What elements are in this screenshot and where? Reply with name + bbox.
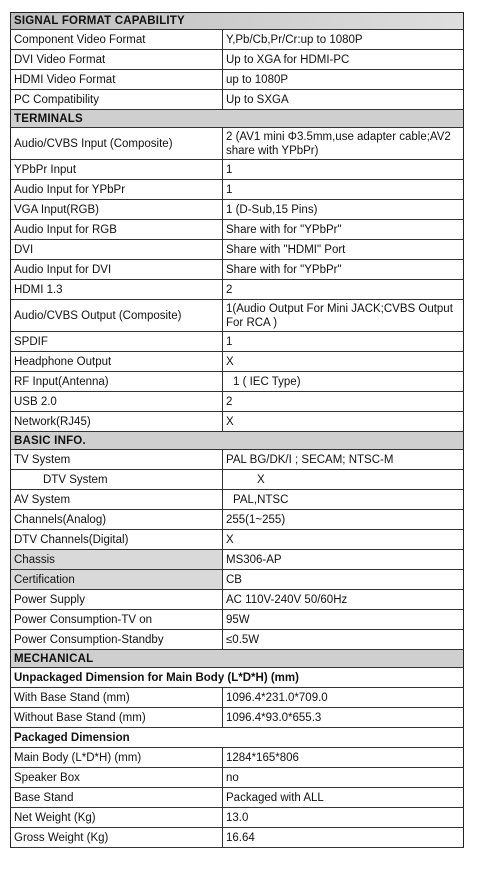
spec-value: CB: [226, 573, 242, 586]
spec-label: DTV Channels(Digital): [11, 530, 223, 549]
spec-row: [10, 200, 464, 220]
spec-row: [10, 550, 464, 570]
spec-row: [10, 300, 464, 332]
spec-value: Share with for "YPbPr": [226, 263, 342, 276]
spec-label: Component Video Format: [11, 30, 223, 49]
spec-value: 95W: [226, 613, 250, 626]
spec-row: [10, 412, 464, 432]
section-header: TERMINALS: [10, 110, 464, 128]
spec-label: Power Consumption-Standby: [11, 630, 223, 649]
spec-value: 13.0: [226, 811, 249, 824]
spec-row: [10, 630, 464, 650]
spec-value: PAL BG/DK/I ; SECAM; NTSC-M: [226, 453, 394, 466]
spec-value: 1 (D-Sub,15 Pins): [226, 203, 318, 216]
spec-row: [10, 392, 464, 412]
spec-value: PAL,NTSC: [233, 493, 289, 506]
spec-label: HDMI 1.3: [11, 280, 223, 299]
spec-label: DTV System: [11, 470, 223, 489]
spec-label: Network(RJ45): [11, 412, 223, 431]
spec-value: 1: [226, 335, 233, 348]
spec-row: [10, 808, 464, 828]
spec-row: [10, 748, 464, 768]
spec-label: DVI: [11, 240, 223, 259]
spec-row: [10, 470, 464, 490]
spec-value: Packaged with ALL: [226, 791, 324, 804]
spec-value: 16.64: [226, 831, 255, 844]
spec-row: [10, 280, 464, 300]
spec-row: [10, 50, 464, 70]
spec-row: [10, 688, 464, 708]
spec-value: 1096.4*93.0*655.3: [226, 711, 322, 724]
spec-row: [10, 160, 464, 180]
subsection-header: Packaged Dimension: [10, 728, 464, 748]
spec-label: Power Supply: [11, 590, 223, 609]
spec-value: 1 ( IEC Type): [233, 375, 301, 388]
spec-row: [10, 180, 464, 200]
spec-label: SPDIF: [11, 332, 223, 351]
spec-label: Audio Input for YPbPr: [11, 180, 223, 199]
spec-row: [10, 352, 464, 372]
spec-label: Chassis: [11, 550, 223, 569]
spec-value: 1(Audio Output For Mini JACK;CVBS Output For RCA ): [226, 302, 453, 329]
section-header: MECHANICAL: [10, 650, 464, 668]
spec-label: Channels(Analog): [11, 510, 223, 529]
spec-label: HDMI Video Format: [11, 70, 223, 89]
spec-label: Base Stand: [11, 788, 223, 807]
section-header: BASIC INFO.: [10, 432, 464, 450]
spec-row: [10, 128, 464, 160]
spec-sheet-table: [10, 12, 464, 848]
spec-row: [10, 768, 464, 788]
spec-value: Up to XGA for HDMI-PC: [226, 53, 350, 66]
spec-label: AV System: [11, 490, 223, 509]
spec-row: [10, 70, 464, 90]
spec-value: X: [226, 415, 234, 428]
spec-label: Power Consumption-TV on: [11, 610, 223, 629]
spec-label: Without Base Stand (mm): [11, 708, 223, 727]
spec-row: [10, 530, 464, 550]
spec-label: Audio/CVBS Input (Composite): [11, 128, 223, 159]
spec-row: [10, 788, 464, 808]
spec-row: [10, 220, 464, 240]
spec-row: [10, 372, 464, 392]
spec-label: Audio Input for DVI: [11, 260, 223, 279]
spec-value: ≤0.5W: [226, 633, 260, 646]
spec-row: [10, 90, 464, 110]
spec-label: VGA Input(RGB): [11, 200, 223, 219]
spec-label: Net Weight (Kg): [11, 808, 223, 827]
spec-value: Y,Pb/Cb,Pr/Cr:up to 1080P: [226, 33, 363, 46]
spec-row: [10, 510, 464, 530]
spec-value: no: [226, 771, 239, 784]
spec-label: DVI Video Format: [11, 50, 223, 69]
spec-row: [10, 260, 464, 280]
spec-value: 1: [226, 163, 233, 176]
spec-label: YPbPr Input: [11, 160, 223, 179]
spec-row: [10, 332, 464, 352]
spec-row: [10, 828, 464, 848]
spec-row: [10, 240, 464, 260]
spec-value: MS306-AP: [226, 553, 282, 566]
spec-row: [10, 450, 464, 470]
spec-label: RF Input(Antenna): [11, 372, 223, 391]
spec-value: 1: [226, 183, 233, 196]
spec-row: [10, 490, 464, 510]
spec-value: Share with for "YPbPr": [226, 223, 342, 236]
spec-row: [10, 610, 464, 630]
spec-value: 1096.4*231.0*709.0: [226, 691, 328, 704]
spec-label: USB 2.0: [11, 392, 223, 411]
spec-label: Headphone Output: [11, 352, 223, 371]
spec-value: 2: [226, 283, 233, 296]
spec-row: [10, 570, 464, 590]
spec-label: TV System: [11, 450, 223, 469]
spec-label: Speaker Box: [11, 768, 223, 787]
spec-label: Audio/CVBS Output (Composite): [11, 300, 223, 331]
spec-label: With Base Stand (mm): [11, 688, 223, 707]
spec-row: [10, 708, 464, 728]
spec-label: Gross Weight (Kg): [11, 828, 223, 847]
spec-label: Main Body (L*D*H) (mm): [11, 748, 223, 767]
spec-row: [10, 590, 464, 610]
spec-value: 255(1~255): [226, 513, 286, 526]
spec-value: up to 1080P: [226, 73, 289, 86]
spec-label: Audio Input for RGB: [11, 220, 223, 239]
spec-value: X: [226, 355, 234, 368]
spec-value: AC 110V-240V 50/60Hz: [226, 593, 348, 606]
subsection-header: Unpackaged Dimension for Main Body (L*D*H) (mm): [10, 668, 464, 688]
spec-value: Up to SXGA: [226, 93, 289, 106]
spec-label: PC Compatibility: [11, 90, 223, 109]
spec-value: Share with "HDMI" Port: [226, 243, 346, 256]
spec-value: X: [226, 533, 234, 546]
spec-value: 2: [226, 395, 233, 408]
spec-value: 2 (AV1 mini Φ3.5mm,use adapter cable;AV2 share with YPbPr): [226, 130, 451, 157]
spec-label: Certification: [11, 570, 223, 589]
spec-value: 1284*165*806: [226, 751, 299, 764]
spec-row: [10, 30, 464, 50]
spec-value: X: [257, 473, 265, 486]
section-header: SIGNAL FORMAT CAPABILITY: [10, 12, 464, 30]
